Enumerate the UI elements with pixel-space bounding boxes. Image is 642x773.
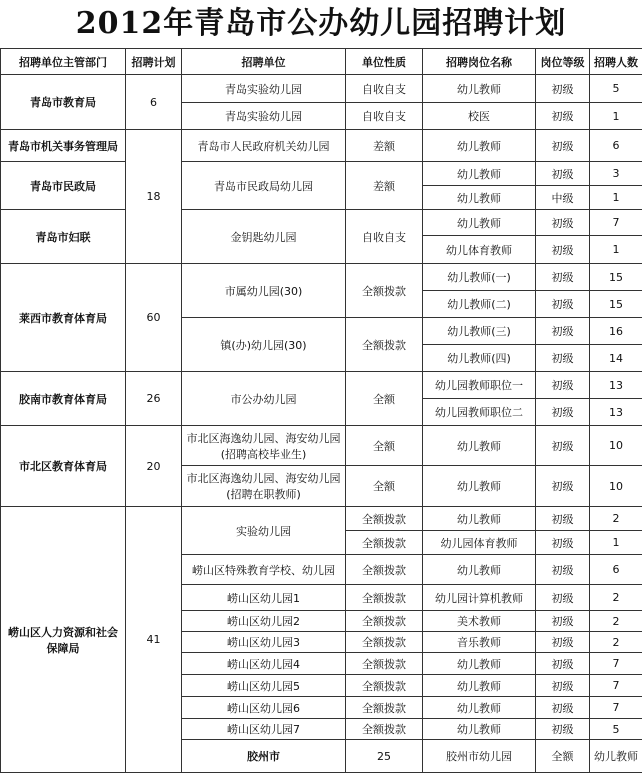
recruitment-table <box>0 48 642 773</box>
count-cell: 6 <box>590 555 642 585</box>
level-cell: 初级 <box>536 264 590 291</box>
post-cell: 幼儿教师 <box>590 740 642 773</box>
table-row <box>1 130 642 162</box>
post-cell: 幼儿教师 <box>423 675 536 697</box>
unit-cell: 青岛实验幼儿园 <box>182 103 346 130</box>
post-cell: 幼儿教师 <box>423 507 536 531</box>
count-cell: 14 <box>590 345 642 372</box>
level-cell: 初级 <box>536 611 590 632</box>
level-cell: 初级 <box>536 632 590 653</box>
header-plan: 招聘计划 <box>126 49 182 75</box>
dept-cell: 青岛市妇联 <box>1 210 126 264</box>
post-cell: 幼儿教师 <box>423 697 536 719</box>
level-cell: 初级 <box>536 399 590 426</box>
level-cell: 中级 <box>536 186 590 210</box>
post-cell: 音乐教师 <box>423 632 536 653</box>
post-cell: 幼儿园计算机教师 <box>423 585 536 611</box>
table-header-row <box>1 49 642 75</box>
post-cell: 幼儿教师 <box>423 186 536 210</box>
post-cell: 幼儿教师 <box>423 555 536 585</box>
unit-cell: 崂山区幼儿园2 <box>182 611 346 632</box>
count-cell: 2 <box>590 611 642 632</box>
count-cell: 2 <box>590 632 642 653</box>
unit-cell: 青岛实验幼儿园 <box>182 75 346 103</box>
level-cell: 初级 <box>536 236 590 264</box>
table-row <box>1 264 642 291</box>
level-cell: 初级 <box>536 507 590 531</box>
unit-cell: 青岛市民政局幼儿园 <box>182 162 346 210</box>
level-cell: 初级 <box>536 318 590 345</box>
nature-cell: 差额 <box>346 130 423 162</box>
count-cell: 15 <box>590 264 642 291</box>
level-cell: 初级 <box>536 466 590 507</box>
count-cell: 7 <box>590 210 642 236</box>
nature-cell: 自收自支 <box>346 103 423 130</box>
table-row <box>1 75 642 103</box>
unit-cell: 市北区海逸幼儿园、海安幼儿园(招聘在职教师) <box>182 466 346 507</box>
plan-cell: 41 <box>126 507 182 773</box>
post-cell: 幼儿园体育教师 <box>423 531 536 555</box>
count-cell: 13 <box>590 372 642 399</box>
post-cell: 幼儿教师(二) <box>423 291 536 318</box>
post-cell: 幼儿教师 <box>423 130 536 162</box>
unit-cell: 崂山区幼儿园1 <box>182 585 346 611</box>
count-cell: 6 <box>590 130 642 162</box>
level-cell: 初级 <box>536 653 590 675</box>
nature-cell: 全额 <box>346 372 423 426</box>
post-cell: 幼儿教师 <box>423 719 536 740</box>
count-cell: 2 <box>590 585 642 611</box>
level-cell: 初级 <box>536 697 590 719</box>
level-cell: 初级 <box>536 130 590 162</box>
post-cell: 幼儿教师 <box>423 210 536 236</box>
level-cell: 初级 <box>536 719 590 740</box>
level-cell: 初级 <box>536 426 590 466</box>
level-cell: 初级 <box>536 162 590 186</box>
post-cell: 幼儿教师(一) <box>423 264 536 291</box>
nature-cell: 全额拨款 <box>346 531 423 555</box>
dept-cell: 青岛市教育局 <box>1 75 126 130</box>
count-cell: 1 <box>590 236 642 264</box>
header-dept: 招聘单位主管部门 <box>1 49 126 75</box>
dept-cell: 青岛市民政局 <box>1 162 126 210</box>
unit-cell: 崂山区特殊教育学校、幼儿园 <box>182 555 346 585</box>
header-unit: 招聘单位 <box>182 49 346 75</box>
post-cell: 幼儿园教师职位一 <box>423 372 536 399</box>
table-row <box>1 507 642 531</box>
level-cell: 初级 <box>536 372 590 399</box>
nature-cell: 全额拨款 <box>346 555 423 585</box>
plan-cell: 25 <box>346 740 423 773</box>
level-cell: 初级 <box>536 675 590 697</box>
plan-cell: 6 <box>126 75 182 130</box>
plan-cell: 26 <box>126 372 182 426</box>
count-cell: 16 <box>590 318 642 345</box>
header-post: 招聘岗位名称 <box>423 49 536 75</box>
count-cell: 1 <box>590 103 642 130</box>
post-cell: 幼儿教师 <box>423 466 536 507</box>
post-cell: 幼儿教师 <box>423 426 536 466</box>
nature-cell: 全额 <box>346 466 423 507</box>
level-cell: 初级 <box>536 75 590 103</box>
post-cell: 幼儿教师 <box>423 75 536 103</box>
unit-cell: 崂山区幼儿园4 <box>182 653 346 675</box>
count-cell: 5 <box>590 75 642 103</box>
level-cell: 初级 <box>536 555 590 585</box>
nature-cell: 全额拨款 <box>346 653 423 675</box>
unit-cell: 胶州市幼儿园 <box>423 740 536 773</box>
post-cell: 幼儿体育教师 <box>423 236 536 264</box>
nature-cell: 全额拨款 <box>346 611 423 632</box>
nature-cell: 全额拨款 <box>346 264 423 318</box>
plan-cell: 60 <box>126 264 182 372</box>
unit-cell: 崂山区幼儿园6 <box>182 697 346 719</box>
count-cell: 5 <box>590 719 642 740</box>
level-cell: 初级 <box>536 291 590 318</box>
count-cell: 3 <box>590 162 642 186</box>
post-cell: 校医 <box>423 103 536 130</box>
nature-cell: 全额拨款 <box>346 318 423 372</box>
unit-cell: 金钥匙幼儿园 <box>182 210 346 264</box>
unit-cell: 青岛市人民政府机关幼儿园 <box>182 130 346 162</box>
nature-cell: 全额拨款 <box>346 719 423 740</box>
header-nature: 单位性质 <box>346 49 423 75</box>
dept-cell: 莱西市教育体育局 <box>1 264 126 372</box>
dept-cell: 青岛市机关事务管理局 <box>1 130 126 162</box>
nature-cell: 差额 <box>346 162 423 210</box>
nature-cell: 自收自支 <box>346 210 423 264</box>
nature-cell: 自收自支 <box>346 75 423 103</box>
post-cell: 幼儿教师(三) <box>423 318 536 345</box>
count-cell: 13 <box>590 399 642 426</box>
unit-cell: 市属幼儿园(30) <box>182 264 346 318</box>
unit-cell: 崂山区幼儿园5 <box>182 675 346 697</box>
count-cell: 2 <box>590 507 642 531</box>
nature-cell: 全额 <box>346 426 423 466</box>
post-cell: 幼儿教师 <box>423 653 536 675</box>
table-row <box>1 426 642 466</box>
nature-cell: 全额 <box>536 740 590 773</box>
count-cell: 10 <box>590 426 642 466</box>
dept-cell: 崂山区人力资源和社会保障局 <box>1 507 126 773</box>
dept-cell: 胶州市 <box>182 740 346 773</box>
unit-cell: 市北区海逸幼儿园、海安幼儿园(招聘高校毕业生) <box>182 426 346 466</box>
plan-cell: 18 <box>126 130 182 264</box>
post-cell: 幼儿教师 <box>423 162 536 186</box>
header-count: 招聘人数 <box>590 49 642 75</box>
page-title: 2012年青岛市公办幼儿园招聘计划 <box>0 0 642 48</box>
dept-cell: 市北区教育体育局 <box>1 426 126 507</box>
table-row <box>1 210 642 236</box>
post-cell: 幼儿教师(四) <box>423 345 536 372</box>
level-cell: 初级 <box>536 345 590 372</box>
count-cell: 10 <box>590 466 642 507</box>
count-cell: 7 <box>590 653 642 675</box>
count-cell: 15 <box>590 291 642 318</box>
plan-cell: 20 <box>126 426 182 507</box>
nature-cell: 全额拨款 <box>346 585 423 611</box>
level-cell: 初级 <box>536 531 590 555</box>
dept-cell: 胶南市教育体育局 <box>1 372 126 426</box>
unit-cell: 镇(办)幼儿园(30) <box>182 318 346 372</box>
post-cell: 美术教师 <box>423 611 536 632</box>
table-row <box>1 162 642 186</box>
count-cell: 7 <box>590 675 642 697</box>
header-level: 岗位等级 <box>536 49 590 75</box>
nature-cell: 全额拨款 <box>346 697 423 719</box>
level-cell: 初级 <box>536 103 590 130</box>
nature-cell: 全额拨款 <box>346 675 423 697</box>
nature-cell: 全额拨款 <box>346 507 423 531</box>
unit-cell: 崂山区幼儿园7 <box>182 719 346 740</box>
nature-cell: 全额拨款 <box>346 632 423 653</box>
level-cell: 初级 <box>536 585 590 611</box>
table-row <box>1 372 642 399</box>
unit-cell: 崂山区幼儿园3 <box>182 632 346 653</box>
unit-cell: 实验幼儿园 <box>182 507 346 555</box>
level-cell: 初级 <box>536 210 590 236</box>
post-cell: 幼儿园教师职位二 <box>423 399 536 426</box>
unit-cell: 市公办幼儿园 <box>182 372 346 426</box>
count-cell: 1 <box>590 186 642 210</box>
count-cell: 1 <box>590 531 642 555</box>
count-cell: 7 <box>590 697 642 719</box>
